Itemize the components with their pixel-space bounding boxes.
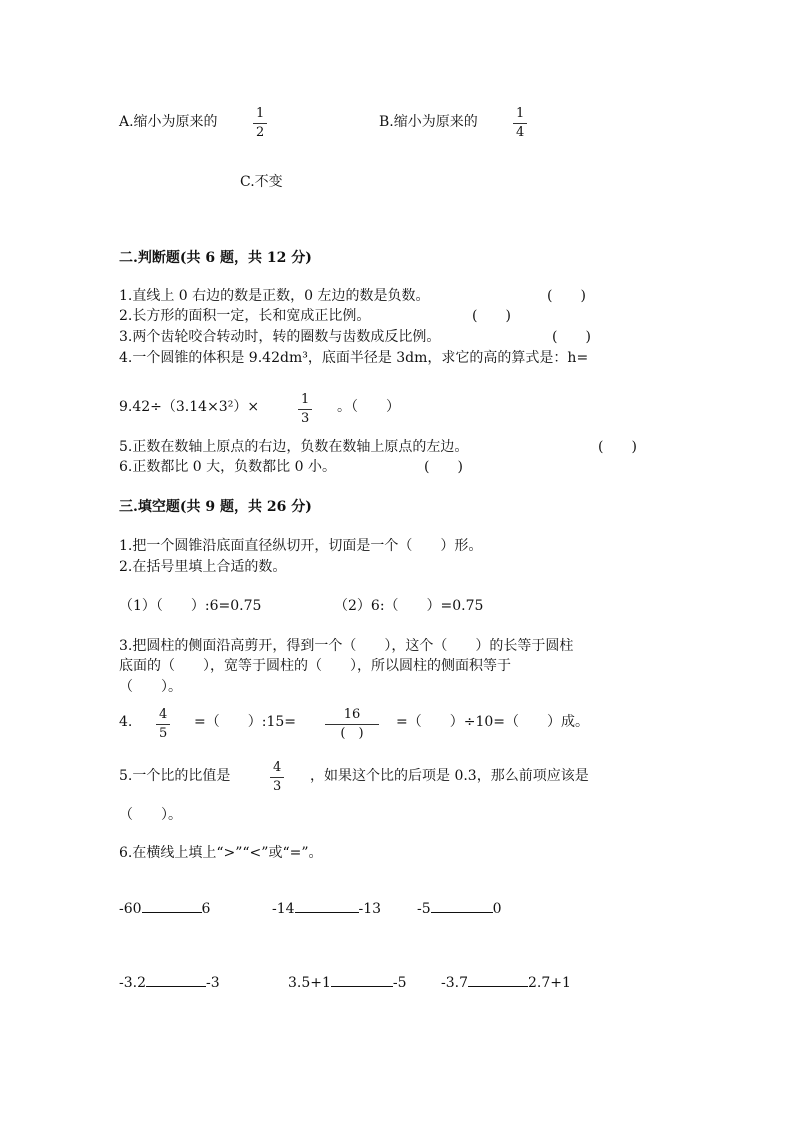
fraction-numerator: 1 bbox=[516, 106, 525, 121]
option-a-fraction bbox=[253, 106, 267, 141]
compare-right: -5 bbox=[392, 975, 407, 991]
fraction-denominator: 5 bbox=[159, 726, 168, 741]
question-5-fraction bbox=[270, 760, 284, 795]
fraction-denominator[interactable]: ( ) bbox=[340, 726, 364, 741]
fraction-numerator: 4 bbox=[273, 760, 282, 775]
fill-question-1: 1.把一个圆锥沿底面直径纵切开，切面是一个（ ）形。 bbox=[119, 538, 483, 554]
judge-question-2: 2.长方形的面积一定，长和宽成正比例。 bbox=[119, 308, 371, 324]
fill-question-3-line-3: （ ）。 bbox=[119, 679, 182, 695]
compare-left: -3.7 bbox=[441, 975, 468, 991]
fraction-denominator: 3 bbox=[273, 779, 282, 794]
fraction-denominator: 4 bbox=[516, 125, 525, 140]
fill-question-5-rest: ，如果这个比的后项是 0.3，那么前项应该是 bbox=[310, 768, 589, 784]
compare-item bbox=[441, 972, 571, 993]
compare-left: -5 bbox=[417, 901, 431, 917]
answer-blank[interactable] bbox=[142, 898, 202, 913]
fill-question-3-line-1: 3.把圆柱的侧面沿高剪开，得到一个（ ），这个（ ）的长等于圆柱 bbox=[119, 638, 574, 654]
answer-blank[interactable] bbox=[146, 972, 206, 987]
compare-right: 0 bbox=[492, 901, 502, 917]
option-c-label: C.不变 bbox=[240, 174, 283, 190]
judge-question-6: 6.正数都比 0 大，负数都比 0 小。 bbox=[119, 459, 336, 475]
fraction-numerator: 16 bbox=[343, 707, 361, 722]
judge-question-4-formula: 9.42÷（3.14×3²）× bbox=[119, 399, 260, 415]
answer-blank[interactable] bbox=[468, 972, 528, 987]
question-4-fraction bbox=[156, 707, 170, 742]
answer-paren[interactable]: ( ) bbox=[552, 329, 591, 345]
fraction-bar bbox=[270, 777, 284, 778]
answer-paren[interactable]: ( ) bbox=[472, 308, 511, 324]
fraction-numerator: 4 bbox=[159, 707, 168, 722]
fraction-bar bbox=[156, 724, 170, 725]
answer-paren[interactable]: ( ) bbox=[547, 288, 586, 304]
compare-right: 6 bbox=[201, 901, 211, 917]
fill-question-3-line-2: 底面的（ ），宽等于圆柱的（ ），所以圆柱的侧面积等于 bbox=[119, 658, 511, 674]
fill-question-5: 5.一个比的比值是 bbox=[119, 768, 231, 784]
fraction-numerator: 1 bbox=[256, 106, 265, 121]
compare-item bbox=[417, 898, 502, 919]
fill-question-2-part-1: （1）（ ）:6=0.75 bbox=[119, 598, 262, 614]
compare-item bbox=[288, 972, 407, 993]
section-3-heading: 三.填空题(共 9 题，共 26 分) bbox=[119, 499, 312, 515]
fraction-numerator: 1 bbox=[301, 392, 310, 407]
question-4-fraction-2 bbox=[325, 707, 379, 742]
answer-paren[interactable]: ( ) bbox=[424, 459, 463, 475]
compare-left: -60 bbox=[119, 901, 142, 917]
compare-item bbox=[119, 898, 210, 919]
compare-item bbox=[272, 898, 381, 919]
fraction-bar bbox=[325, 724, 379, 725]
judge-question-1: 1.直线上 0 右边的数是正数，0 左边的数是负数。 bbox=[119, 288, 430, 304]
judge-question-5: 5.正数在数轴上原点的右边，负数在数轴上原点的左边。 bbox=[119, 439, 469, 455]
fill-question-4-middle: =（ ）:15= bbox=[194, 714, 296, 730]
fraction-bar bbox=[298, 409, 312, 410]
formula-fraction bbox=[298, 392, 312, 427]
compare-right: -3 bbox=[206, 975, 220, 991]
judge-question-3: 3.两个齿轮咬合转动时，转的圈数与齿数成反比例。 bbox=[119, 329, 441, 345]
answer-blank[interactable] bbox=[431, 898, 493, 913]
answer-blank[interactable] bbox=[295, 898, 359, 913]
fill-question-6: 6.在横线上填上“>”“<”或“=”。 bbox=[119, 845, 323, 861]
compare-item bbox=[119, 972, 220, 993]
fraction-denominator: 2 bbox=[256, 125, 265, 140]
fraction-bar bbox=[253, 123, 267, 124]
fill-question-5-answer: （ ）。 bbox=[119, 807, 182, 823]
fill-question-4-end: =（ ）÷10=（ ）成。 bbox=[396, 714, 590, 730]
answer-paren[interactable]: 。（ ） bbox=[337, 399, 400, 415]
fill-question-2: 2.在括号里填上合适的数。 bbox=[119, 559, 287, 575]
judge-question-4: 4.一个圆锥的体积是 9.42dm³，底面半径是 3dm，求它的高的算式是：h= bbox=[119, 350, 589, 366]
option-a-label: A.缩小为原来的 bbox=[119, 114, 218, 130]
section-2-heading: 二.判断题(共 6 题，共 12 分) bbox=[119, 250, 312, 266]
fill-question-2-part-2: （2）6:（ ）=0.75 bbox=[334, 598, 484, 614]
fraction-bar bbox=[513, 123, 527, 124]
compare-left: -3.2 bbox=[119, 975, 146, 991]
option-b-fraction bbox=[513, 106, 527, 141]
compare-left: -14 bbox=[272, 901, 295, 917]
fill-question-4-number: 4. bbox=[119, 714, 133, 730]
option-b-label: B.缩小为原来的 bbox=[379, 114, 478, 130]
compare-right: 2.7+1 bbox=[528, 975, 571, 991]
answer-paren[interactable]: ( ) bbox=[598, 439, 637, 455]
answer-blank[interactable] bbox=[331, 972, 393, 987]
compare-right: -13 bbox=[358, 901, 382, 917]
fraction-denominator: 3 bbox=[301, 411, 310, 426]
compare-left: 3.5+1 bbox=[288, 975, 331, 991]
